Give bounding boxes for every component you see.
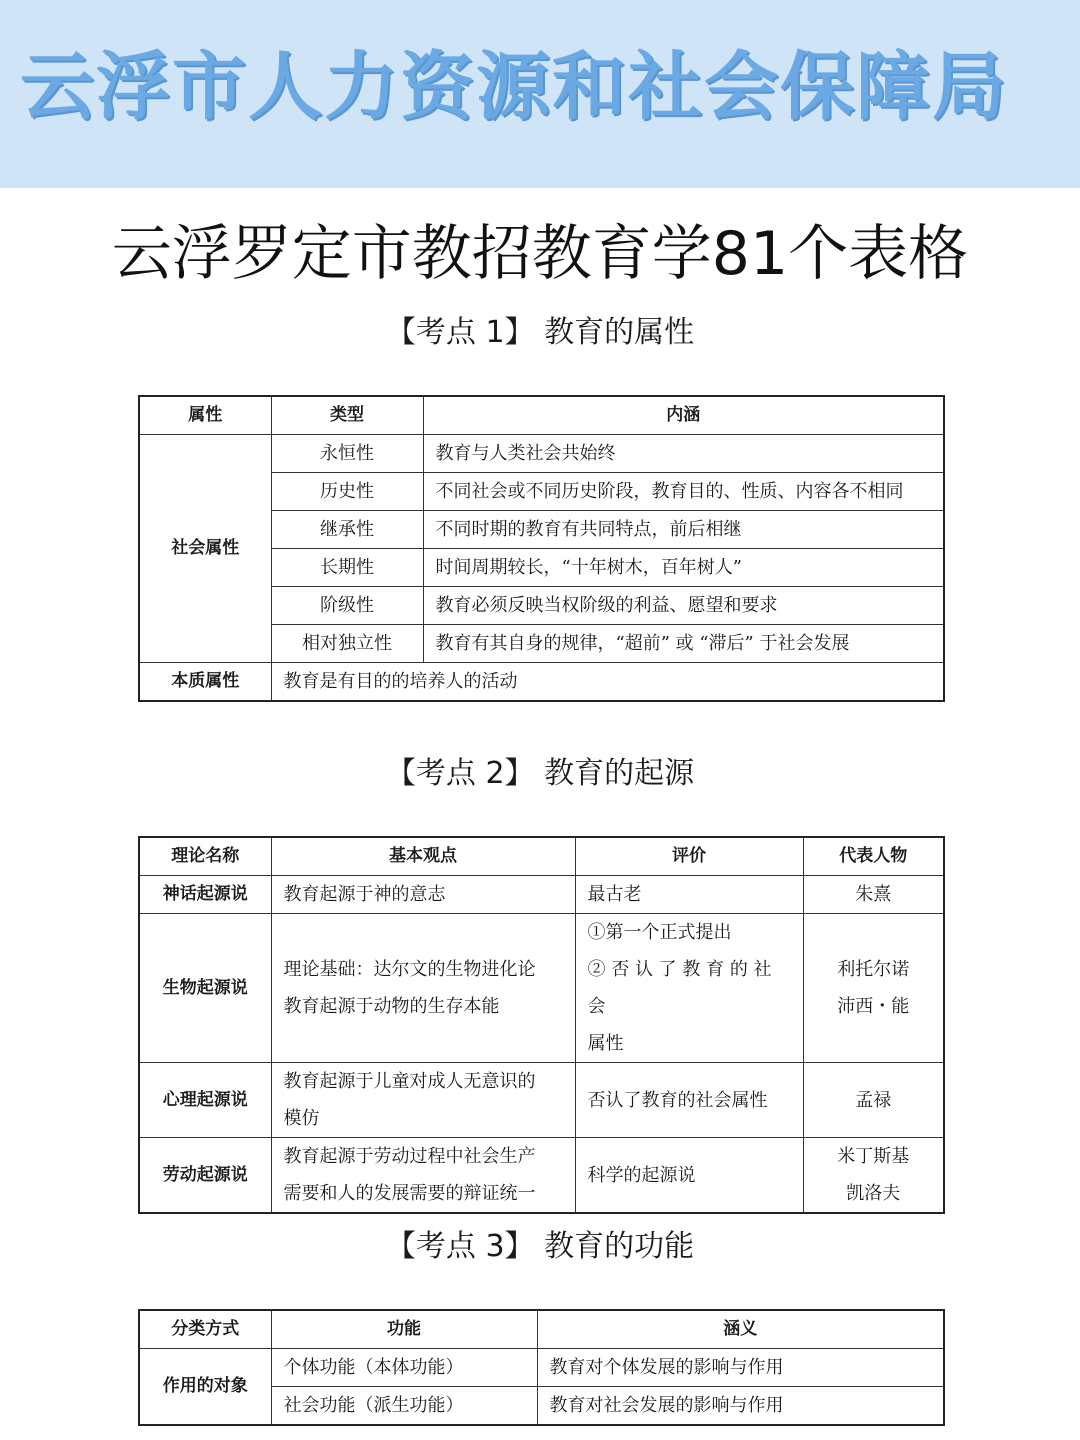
essence-value: 教育是有目的的培养人的活动 [271, 663, 944, 702]
theory-name: 劳动起源说 [139, 1138, 271, 1214]
attributes-table [138, 395, 945, 702]
meaning-cell: 教育必须反映当权阶级的利益、愿望和要求 [423, 587, 944, 625]
text-line: 沛西・能 [837, 996, 910, 1017]
text-line: 利托尔诺 [837, 959, 910, 980]
table-row [139, 435, 944, 473]
section-1-title: 【考点 1】 教育的属性 [385, 315, 695, 350]
text-line: ② 否 认 了 教 育 的 社 会 [587, 959, 772, 1017]
text-line: ①第一个正式提出 [587, 922, 732, 943]
meaning-cell: 教育对个体发展的影响与作用 [537, 1349, 944, 1387]
type-cell: 长期性 [271, 549, 423, 587]
text-line: 教育起源于劳动过程中社会生产 [283, 1146, 536, 1167]
meaning-cell: 不同社会或不同历史阶段，教育目的、性质、内容各不相同 [423, 473, 944, 511]
evaluation [575, 876, 803, 914]
theory-name: 生物起源说 [139, 914, 271, 1063]
table-row [139, 1138, 944, 1214]
table-row [139, 876, 944, 914]
meaning-cell: 教育对社会发展的影响与作用 [537, 1387, 944, 1426]
table-row [139, 914, 944, 1063]
theory-name: 神话起源说 [139, 876, 271, 914]
type-cell: 相对独立性 [271, 625, 423, 663]
text-line: 凯洛夫 [846, 1183, 901, 1204]
text-line: 模仿 [283, 1108, 320, 1129]
header-cell: 内涵 [423, 396, 944, 435]
theory-name: 心理起源说 [139, 1063, 271, 1138]
representatives [803, 1063, 944, 1138]
representatives [803, 914, 944, 1063]
header-cell: 基本观点 [271, 837, 575, 876]
meaning-cell: 教育与人类社会共始终 [423, 435, 944, 473]
table-header-row [139, 837, 944, 876]
document-title: 云浮罗定市教招教育学81个表格 [111, 219, 969, 289]
header-cell: 功能 [271, 1310, 537, 1349]
header-cell: 代表人物 [803, 837, 944, 876]
text-line: 否认了教育的社会属性 [587, 1089, 768, 1111]
group-label: 作用的对象 [139, 1349, 271, 1426]
table-header-row [139, 1310, 944, 1349]
text-line: 朱熹 [855, 884, 892, 905]
representatives [803, 1138, 944, 1214]
functions-table [138, 1309, 945, 1426]
section-2-title: 【考点 2】 教育的起源 [385, 756, 695, 791]
type-cell: 历史性 [271, 473, 423, 511]
table-row [139, 1063, 944, 1138]
group-label: 社会属性 [139, 435, 271, 663]
origins-table [138, 836, 945, 1214]
text-line: 科学的起源说 [587, 1164, 696, 1186]
text-line: 教育起源于动物的生存本能 [283, 996, 500, 1017]
text-line: 教育起源于神的意志 [283, 884, 446, 905]
table-header-row [139, 396, 944, 435]
text-line: 属性 [587, 1033, 624, 1054]
type-cell: 继承性 [271, 511, 423, 549]
header-cell: 分类方式 [139, 1310, 271, 1349]
basic-view [271, 876, 575, 914]
organization-name: 云浮市人力资源和社会保障局 [20, 44, 1008, 130]
basic-view [271, 1138, 575, 1214]
meaning-cell: 不同时期的教育有共同特点，前后相继 [423, 511, 944, 549]
basic-view [271, 914, 575, 1063]
essence-label: 本质属性 [139, 663, 271, 702]
header-cell: 属性 [139, 396, 271, 435]
function-cell: 社会功能（派生功能） [271, 1387, 537, 1426]
header-cell: 理论名称 [139, 837, 271, 876]
text-line: 孟禄 [855, 1089, 892, 1111]
type-cell: 阶级性 [271, 587, 423, 625]
type-cell: 永恒性 [271, 435, 423, 473]
table-row [139, 663, 944, 702]
header-cell: 类型 [271, 396, 423, 435]
text-line: 理论基础：达尔文的生物进化论 [283, 959, 536, 980]
meaning-cell: 教育有其自身的规律，“超前” 或 “滞后” 于社会发展 [423, 625, 944, 663]
text-line: 需要和人的发展需要的辩证统一 [283, 1183, 536, 1204]
table-row [139, 1349, 944, 1387]
header-banner [0, 0, 1080, 188]
evaluation [575, 1138, 803, 1214]
text-line: 最古老 [587, 884, 642, 905]
basic-view [271, 1063, 575, 1138]
text-line: 米丁斯基 [837, 1146, 910, 1167]
header-cell: 涵义 [537, 1310, 944, 1349]
meaning-cell: 时间周期较长，“十年树木，百年树人” [423, 549, 944, 587]
evaluation [575, 914, 803, 1063]
header-cell: 评价 [575, 837, 803, 876]
representatives [803, 876, 944, 914]
evaluation [575, 1063, 803, 1138]
section-3-title: 【考点 3】 教育的功能 [385, 1229, 695, 1264]
text-line: 教育起源于儿童对成人无意识的 [283, 1071, 536, 1092]
function-cell: 个体功能（本体功能） [271, 1349, 537, 1387]
